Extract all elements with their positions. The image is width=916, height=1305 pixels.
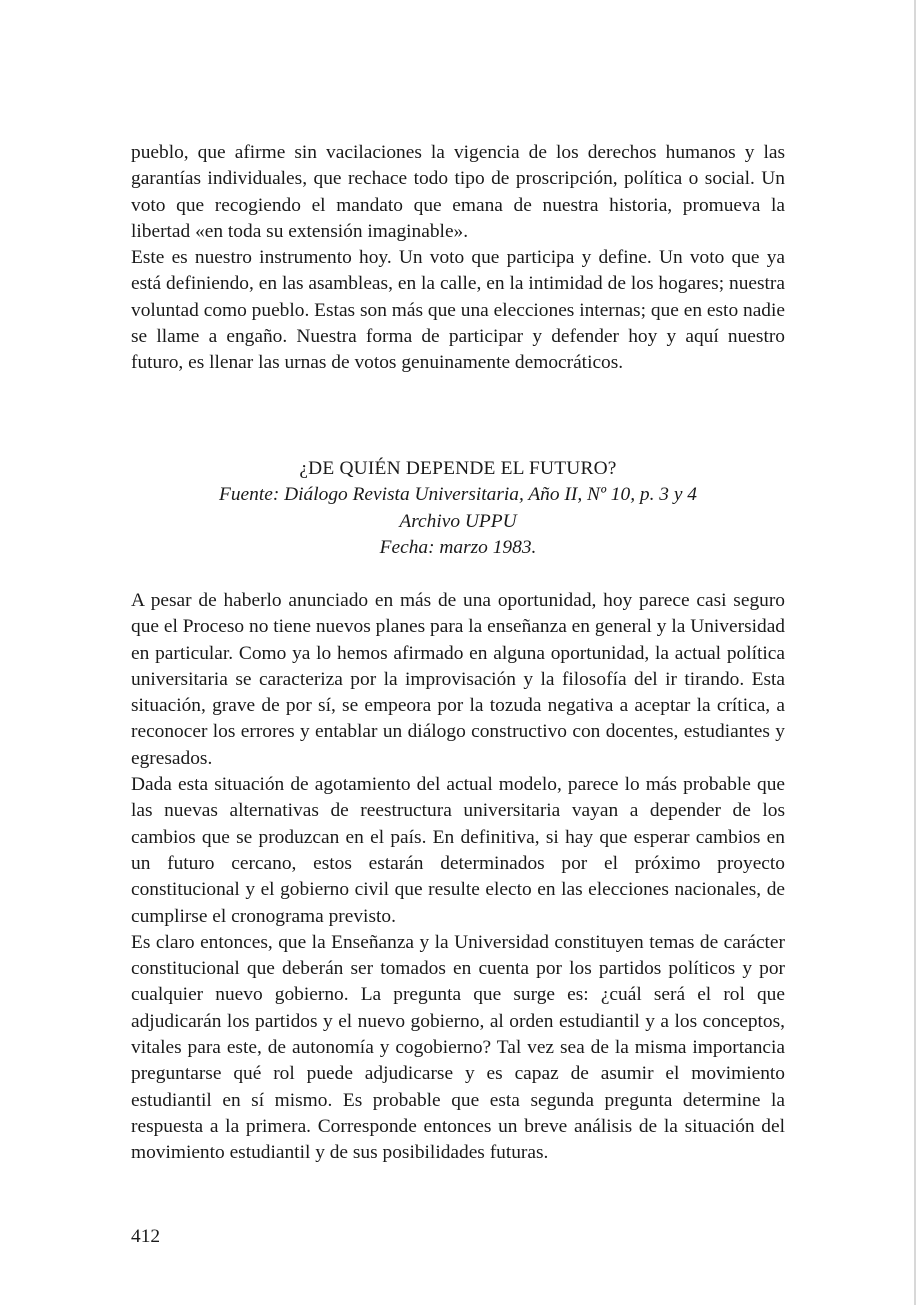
article-archive: Archivo UPPU [399,510,517,532]
article-heading [131,456,785,561]
page-number: 412 [131,1226,161,1247]
paragraph: Este es nuestro instrumento hoy. Un voto que participa y define. Un voto que ya está definiendo, en las asambleas, en la calle, en la intimidad de los hogares; nuestra voluntad como pueblo. Estas son más que una elecciones internas; que en esto nadie se llame a engaño. Nuestra forma de participar y defender hoy y aquí nuestro futuro, es llenar las urnas de votos genuinamente democráticos. [131,247,785,374]
top-text-section [131,140,785,377]
paragraph: pueblo, que afirme sin vacilaciones la vigencia de los derechos humanos y las garantías individuales, que rechace todo tipo de proscripción, política o social. Un voto que recogiendo el mandato que emana de nuestra historia, promueva la libertad «en toda su extensión imaginable». [131,142,785,242]
paragraph: A pesar de haberlo anunciado en más de una oportunidad, hoy parece casi seguro que el Proceso no tiene nuevos planes para la enseñanza en general y la Universidad en particular. Como ya lo hemos afirmado en alguna oportunidad, la actual política universitaria se caracteriza por la improvisación y la filosofía del ir tirando. Esta situación, grave de por sí, se empeora por la tozuda negativa a aceptar la crítica, a reconocer los errores y entablar un diálogo constructivo con docentes, estudiantes y egresados. [131,590,785,769]
paragraph: Dada esta situación de agotamiento del actual modelo, parece lo más probable que las nuevas alternativas de reestructura universitaria vayan a depender de los cambios que se produzcan en el país. En definitiva, si hay que esperar cambios en un futuro cercano, estos estarán determinados por el próximo proyecto constitucional y el gobierno civil que resulte electo en las elecciones nacionales, de cumplirse el cronograma previsto. [131,774,785,927]
article-source: Fuente: Diálogo Revista Universitaria, Año II, Nº 10, p. 3 y 4 [219,484,697,506]
article-body [131,588,785,1167]
article-title: ¿DE QUIÉN DEPENDE EL FUTURO? [299,458,617,479]
paragraph: Es claro entonces, que la Enseñanza y la Universidad constituyen temas de carácter constitucional que deberán ser tomados en cuenta por los partidos políticos y por cualquier nuevo gobierno. La pregunta que surge es: ¿cuál será el rol que adjudicarán los partidos y el nuevo gobierno, al orden estudiantil y a los conceptos, vitales para este, de autonomía y cogobierno? Tal vez sea de la misma importancia preguntarse qué rol puede adjudicarse y es capaz de asumir el movimiento estudiantil en sí mismo. Es probable que esta segunda pregunta determine la respuesta a la primera. Corresponde entonces un breve análisis de la situación del movimiento estudiantil y de sus posibilidades futuras. [131,931,785,1164]
article-date: Fecha: marzo 1983. [379,536,537,558]
